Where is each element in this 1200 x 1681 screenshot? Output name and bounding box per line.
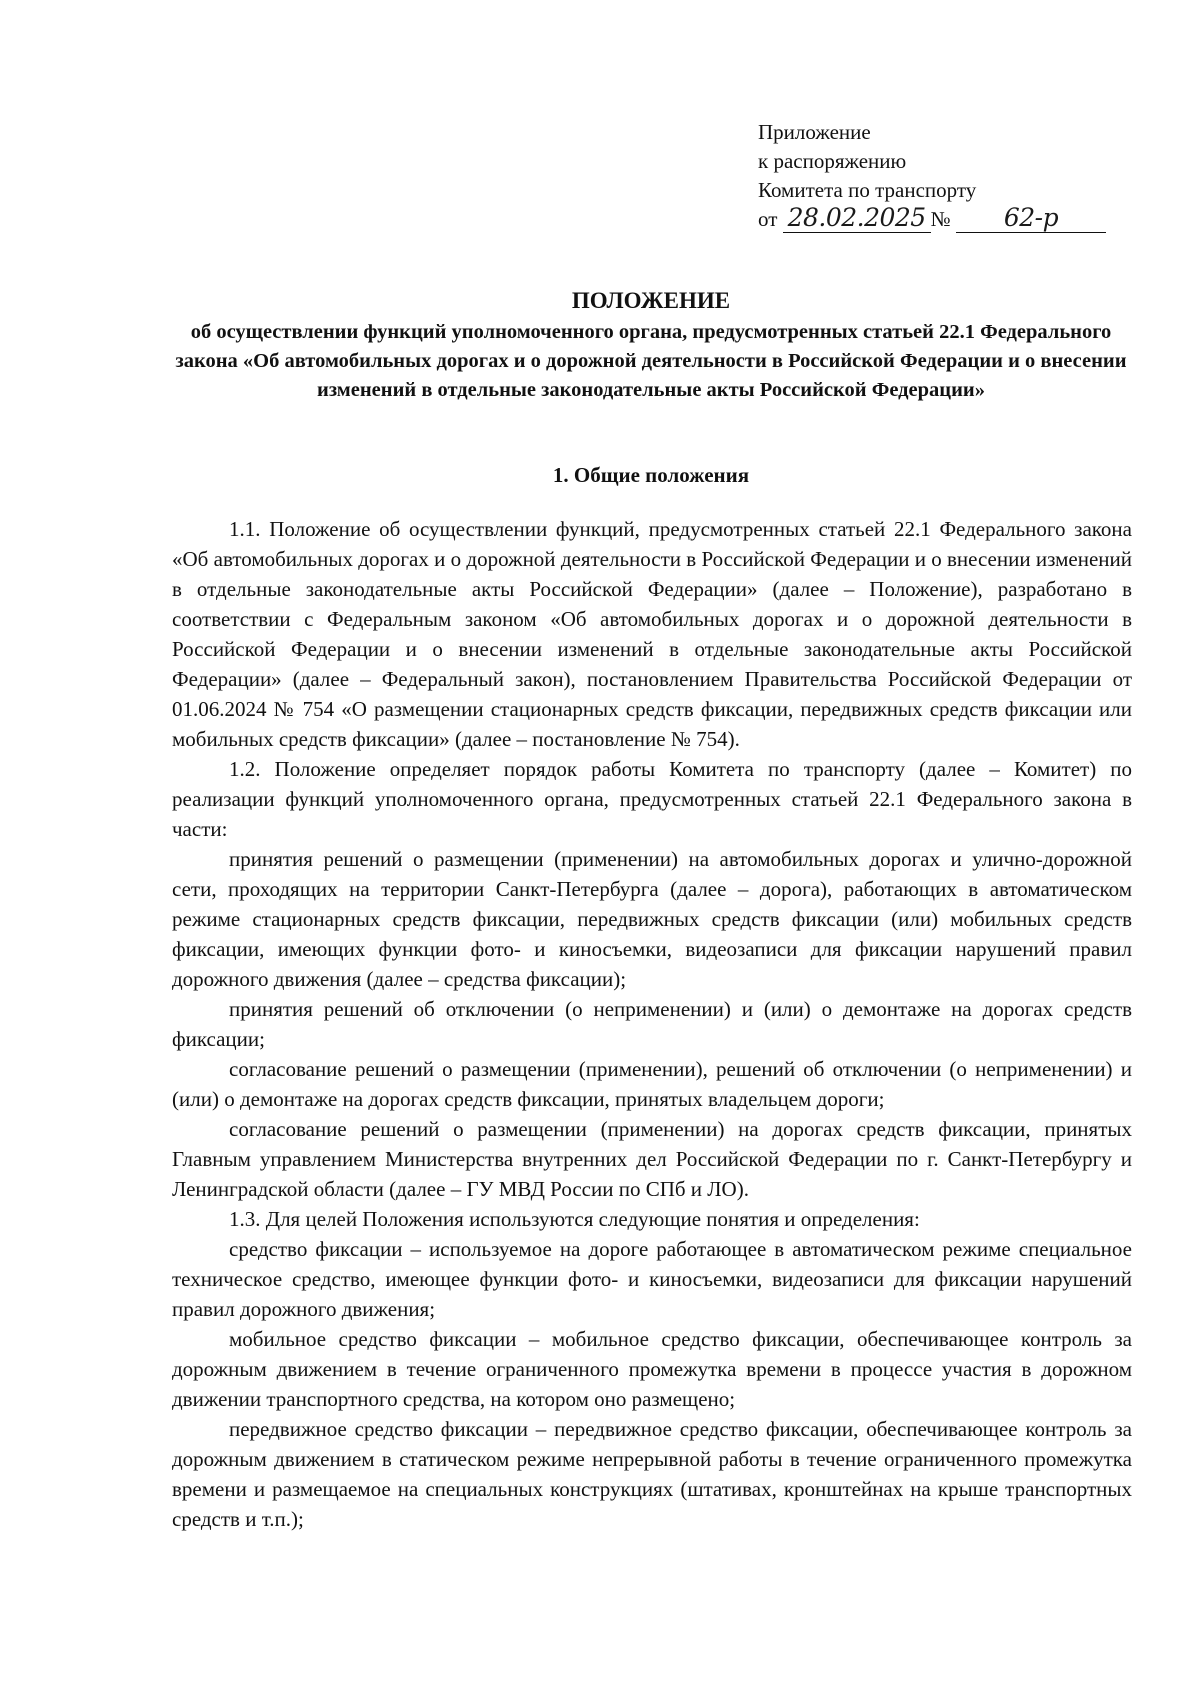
- document-body: [172, 514, 1132, 1534]
- paragraph-1-3: 1.3. Для целей Положения используются следующие понятия и определения:: [229, 1207, 920, 1231]
- list-item-placement-decisions: принятия решений о размещении (применении) на автомобильных дорогах и улично-дорожной сети, проходящих на территории Санкт-Петербурга (далее – дорога), работающих в автоматическом режиме стационарных средств фиксации, передвижных средств фиксации (или) мобильных средств фиксации, имеющих функции фото- и киносъемки, видеозаписи для фиксации нарушений правил дорожного движения (далее – средства фиксации);: [172, 847, 1132, 991]
- definition-portable-device: передвижное средство фиксации – передвижное средство фиксации, обеспечивающее контроль за дорожным движением в статическом режиме непрерывной работы в течение ограниченного промежутка времени и размещаемое на специальных конструкциях (штативах, кронштейнах на крыше транспортных средств и т.п.);: [172, 1417, 1132, 1531]
- list-item-owner-approval: согласование решений о размещении (применении), решений об отключении (о неприменении) и (или) о демонтаже на дорогах средств фиксации, принятых владельцем дороги;: [172, 1057, 1132, 1111]
- approval-stamp: [758, 118, 1098, 234]
- stamp-line-appendix: Приложение: [758, 120, 871, 144]
- paragraph-1-2: 1.2. Положение определяет порядок работы Комитета по транспорту (далее – Комитет) по реализации функций уполномоченного органа, предусмотренных статьей 22.1 Федерального закона в части:: [172, 757, 1132, 841]
- definition-fixation-device: средство фиксации – используемое на дороге работающее в автоматическом режиме специальное техническое средство, имеющее функции фото- и киносъемки, видеозаписи для фиксации нарушений правил дорожного движения;: [172, 1237, 1132, 1321]
- handwritten-date: 28.02.2025: [787, 203, 926, 232]
- list-item-mvd-approval: согласование решений о размещении (применении) на дорогах средств фиксации, принятых Главным управлением Министерства внутренних дел Российской Федерации по г. Санкт-Петербургу и Ленинградской области (далее – ГУ МВД России по СПб и ЛО).: [172, 1117, 1132, 1201]
- definition-mobile-device: мобильное средство фиксации – мобильное средство фиксации, обеспечивающее контроль за дорожным движением в течение ограниченного промежутка времени в процессе участия в дорожном движении транспортного средства, на котором оно размещено;: [172, 1327, 1132, 1411]
- title-block: [172, 284, 1130, 405]
- list-item-disconnection-decisions: принятия решений об отключении (о неприменении) и (или) о демонтаже на дорогах средств фиксации;: [172, 997, 1132, 1051]
- from-label: от: [758, 207, 778, 231]
- section-heading: 1. Общие положения: [552, 463, 750, 487]
- handwritten-number: 62-р: [1003, 203, 1059, 232]
- number-label: №: [930, 207, 951, 231]
- document-subtitle: об осуществлении функций уполномоченного органа, предусмотренных статьей 22.1 Федерального закона «Об автомобильных дорогах и о дорожной деятельности в Российской Федерации и о внесении изменений в отдельные законодательные акты Российской Федерации»: [175, 321, 1127, 401]
- stamp-line-date-number: [758, 205, 1098, 234]
- stamp-line-order: к распоряжению: [758, 149, 907, 173]
- stamp-line-committee: Комитета по транспорту: [758, 178, 977, 202]
- paragraph-1-1: 1.1. Положение об осуществлении функций, предусмотренных статьей 22.1 Федерального закона «Об автомобильных дорогах и о дорожной деятельности в Российской Федерации и о внесении изменений в отдельные законодательные акты Российской Федерации» (далее – Положение), разработано в соответствии с Федеральным законом «Об автомобильных дорогах и о дорожной деятельности в Российской Федерации и о внесении изменений в отдельные законодательные акты Российской Федерации» (далее – Федеральный закон), постановлением Правительства Российской Федерации от 01.06.2024 № 754 «О размещении стационарных средств фиксации, передвижных средств фиксации или мобильных средств фиксации» (далее – постановление № 754).: [172, 517, 1132, 751]
- date-field: [783, 205, 931, 233]
- document-title: ПОЛОЖЕНИЕ: [571, 288, 731, 313]
- number-field: [956, 205, 1106, 233]
